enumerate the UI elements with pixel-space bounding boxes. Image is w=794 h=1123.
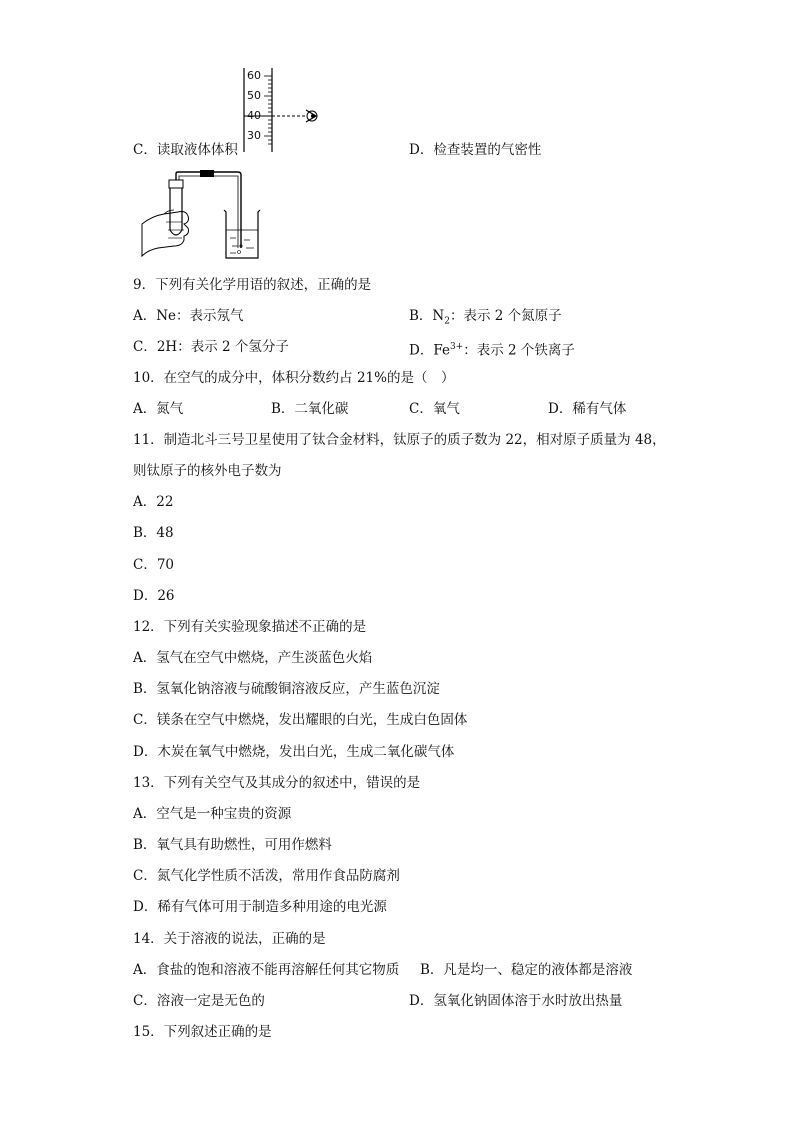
q9-option-c: C．2H：表示 2 个氢分子 xyxy=(133,339,289,355)
q11-option-d: D．26 xyxy=(133,588,175,604)
q13-option-d: D．稀有气体可用于制造多种用途的电光源 xyxy=(133,899,387,915)
q10-stem: 10．在空气的成分中，体积分数约占 21%的是（ ） xyxy=(133,370,455,386)
graduated-cylinder-figure xyxy=(236,66,326,156)
q13-option-a: A．空气是一种宝贵的资源 xyxy=(133,806,292,822)
q13-option-c: C．氮气化学性质不活泼，常用作食品防腐剂 xyxy=(133,868,400,884)
q11-stem-line2: 则钛原子的核外电子数为 xyxy=(133,463,282,479)
cylinder-tick-30: 30 xyxy=(247,129,261,142)
q9-option-a: A．Ne：表示氖气 xyxy=(133,308,244,324)
q11-option-c: C．70 xyxy=(133,557,175,573)
q12-option-c: C．镁条在空气中燃烧，发出耀眼的白光，生成白色固体 xyxy=(133,712,468,728)
cylinder-tick-40: 40 xyxy=(247,109,261,122)
q9-option-d-prefix: D．Fe xyxy=(409,342,450,359)
q11-stem-line1: 11．制造北斗三号卫星使用了钛合金材料，钛原子的质子数为 22，相对原子质量为 48， xyxy=(133,432,666,448)
q11-option-a: A．22 xyxy=(133,494,174,510)
q9-option-b-text: ：表示 2 个氮原子 xyxy=(449,308,562,324)
q9-option-d-text: ：表示 2 个铁离子 xyxy=(463,342,575,359)
q10-option-c: C．氧气 xyxy=(409,401,460,417)
q11-option-b: B．48 xyxy=(133,525,174,541)
q9-option-b-prefix: B．N xyxy=(409,308,445,324)
airtightness-check-figure xyxy=(138,166,268,262)
q10-option-d: D．稀有气体 xyxy=(548,401,627,417)
q9-option-d xyxy=(409,338,575,360)
q9-option-d-superscript: 3+ xyxy=(449,342,464,352)
cylinder-tick-60: 60 xyxy=(247,69,261,82)
q15-stem: 15．下列叙述正确的是 xyxy=(133,1024,272,1040)
q14-option-d: D．氢氧化钠固体溶于水时放出热量 xyxy=(409,993,623,1009)
q12-stem: 12．下列有关实验现象描述不正确的是 xyxy=(133,619,367,635)
q8-option-d: D．检查装置的气密性 xyxy=(409,142,542,158)
cylinder-tick-50: 50 xyxy=(247,89,261,102)
q13-option-b: B．氧气具有助燃性，可用作燃料 xyxy=(133,837,332,853)
q9-option-b-subscript: 2 xyxy=(444,316,450,327)
q13-stem: 13．下列有关空气及其成分的叙述中，错误的是 xyxy=(133,775,421,791)
q8-option-c: C．读取液体体积 xyxy=(133,142,238,158)
q10-option-b: B．二氧化碳 xyxy=(271,401,349,417)
q10-option-a: A．氮气 xyxy=(133,401,184,417)
q12-option-d: D．木炭在氧气中燃烧，发出白光，生成二氧化碳气体 xyxy=(133,744,455,760)
q9-option-b xyxy=(409,307,562,331)
q12-option-a: A．氢气在空气中燃烧，产生淡蓝色火焰 xyxy=(133,650,373,666)
q14-stem: 14．关于溶液的说法，正确的是 xyxy=(133,931,326,947)
q12-option-b: B．氢氧化钠溶液与硫酸铜溶液反应，产生蓝色沉淀 xyxy=(133,681,440,697)
q14-option-a: A．食盐的饱和溶液不能再溶解任何其它物质 xyxy=(133,962,400,978)
q9-stem: 9．下列有关化学用语的叙述，正确的是 xyxy=(133,277,372,293)
q14-option-c: C．溶液一定是无色的 xyxy=(133,993,265,1009)
q14-option-b: B．凡是均一、稳定的液体都是溶液 xyxy=(420,962,633,978)
